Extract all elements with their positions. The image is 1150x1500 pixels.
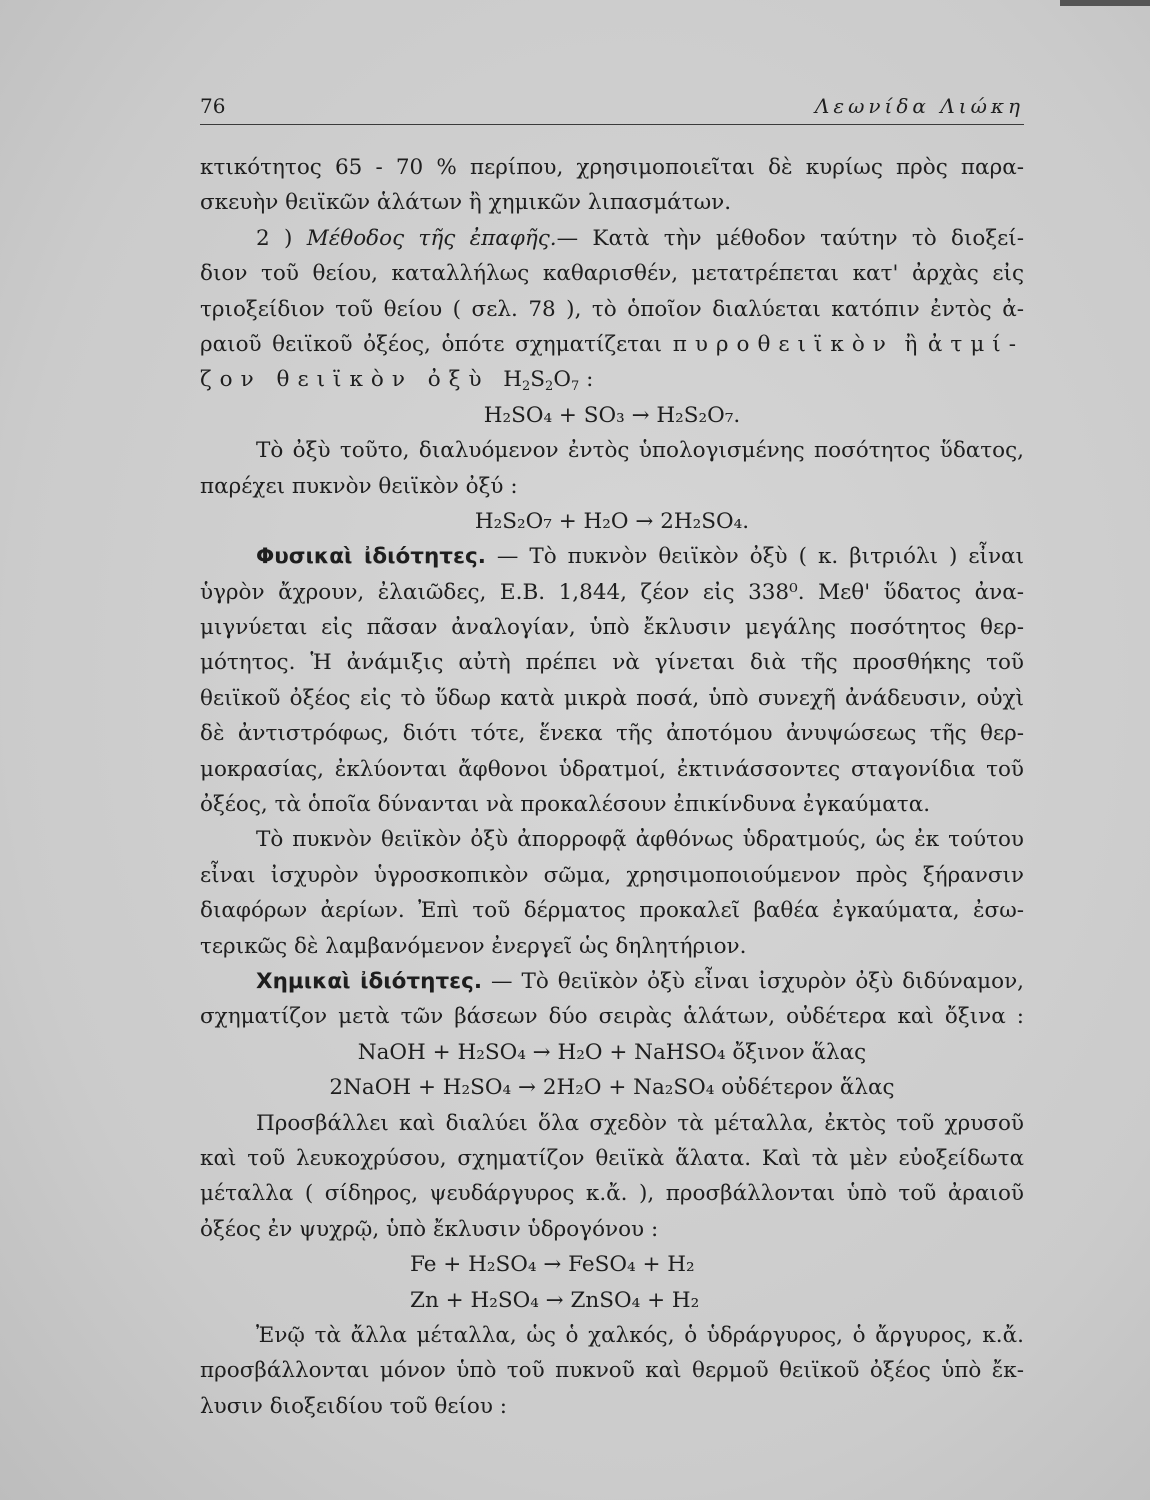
header-rule bbox=[200, 124, 1024, 125]
text-line: μέταλλα ( σίδηρος, ψευδάργυρος κ.ἄ. ), προσβάλλονται ὑπὸ τοῦ ἀραιοῦ bbox=[200, 1181, 1024, 1207]
text-line: κτικότητος 65 - 70 % περίπου, χρησιμοποιεῖται δὲ κυρίως πρὸς παρα- bbox=[200, 155, 1024, 180]
formula: $H_2S_2O_7$ : bbox=[503, 367, 594, 395]
text-span: — Τὸ θειϊκὸν ὀξὺ εἶναι ἰσχυρὸν ὀξὺ διδύναμον, bbox=[482, 968, 1024, 994]
equation: H₂S₂O₇ + H₂O → 2H₂SO₄. bbox=[474, 508, 750, 534]
equation: NaOH + H₂SO₄ → H₂O + NaHSO₄ ὄξινον ἅλας bbox=[357, 1039, 867, 1065]
text-span: — Κατὰ τὴν μέθοδον ταύτην τὸ διοξεί- bbox=[556, 225, 1024, 251]
scan-edge-band bbox=[1060, 0, 1150, 6]
text-line: ὀξέος ἐν ψυχρῷ, ὑπὸ ἔκλυσιν ὑδρογόνου : bbox=[200, 1216, 659, 1242]
page-header bbox=[200, 90, 1024, 126]
spaced-term: πυροθειϊκὸν bbox=[672, 331, 894, 357]
text-line: ὀξέος, τὰ ὁποῖα δύνανται νὰ προκαλέσουν ἐπικίνδυνα ἐγκαύματα. bbox=[200, 792, 931, 818]
text-line: ὑγρὸν ἄχρουν, ἐλαιῶδες, Ε.Β. 1,844, ζέον εἰς 338⁰. Μεθ' ὕδατος ἀνα- bbox=[200, 579, 1024, 605]
text-line bbox=[200, 964, 1024, 999]
text-line: Προσβάλλει καὶ διαλύει ὅλα σχεδὸν τὰ μέταλλα, ἐκτὸς τοῦ χρυσοῦ bbox=[256, 1110, 1024, 1136]
text-line: μότητος. Ἡ ἀνάμιξις αὐτὴ πρέπει νὰ γίνεται διὰ τῆς προσθήκης τοῦ bbox=[200, 650, 1024, 676]
text-line: προσβάλλονται μόνον ὑπὸ τοῦ πυκνοῦ καὶ θερμοῦ θειϊκοῦ ὀξέος ὑπὸ ἔκ- bbox=[200, 1358, 1024, 1384]
running-head: Λεωνίδα Λιώκη bbox=[814, 94, 1024, 118]
text-line: θειϊκοῦ ὀξέος εἰς τὸ ὕδωρ κατὰ μικρὰ ποσά, ὑπὸ συνεχῆ ἀνάδευσιν, οὐχὶ bbox=[200, 685, 1024, 711]
spaced-term: ἀτμί- bbox=[927, 331, 1024, 357]
text-line bbox=[200, 327, 1024, 362]
text-line: Τὸ ὀξὺ τοῦτο, διαλυόμενον ἐντὸς ὑπολογισμένης ποσότητος ὕδατος, bbox=[256, 438, 1024, 464]
page-body bbox=[200, 150, 1024, 1424]
text-line: Ἐνῷ τὰ ἄλλα μέταλλα, ὡς ὁ χαλκός, ὁ ὑδράργυρος, ὁ ἄργυρος, κ.ἄ. bbox=[256, 1322, 1024, 1348]
text-line: μοκρασίας, ἐκλύονται ἄφθονοι ὑδρατμοί, ἐκτινάσσοντες σταγονίδια τοῦ bbox=[200, 756, 1024, 782]
section-heading: Φυσικαὶ ἰδιότητες. bbox=[256, 544, 486, 570]
text-span: — Τὸ πυκνὸν θειϊκὸν ὀξὺ ( κ. βιτριόλι ) εἶναι bbox=[485, 544, 1024, 570]
text-line: καὶ τοῦ λευκοχρύσου, σχηματίζον θειϊκὰ ἅλατα. Καὶ τὰ μὲν εὐοξείδωτα bbox=[200, 1145, 1024, 1171]
section-number: 2 ) bbox=[256, 225, 307, 251]
text-line: σχηματίζον μετὰ τῶν βάσεων δύο σειρὰς ἁλάτων, οὐδέτερα καὶ ὄξινα : bbox=[200, 1004, 1024, 1030]
text-line: τριοξείδιον τοῦ θείου ( σελ. 78 ), τὸ ὁποῖον διαλύεται κατόπιν ἐντὸς ἀ- bbox=[200, 296, 1024, 322]
text-line: Τὸ πυκνὸν θειϊκὸν ὀξὺ ἀπορροφᾷ ἀφθόνως ὑδρατμούς, ὡς ἐκ τούτου bbox=[256, 827, 1024, 853]
text-line: διον τοῦ θείου, καταλλήλως καθαρισθέν, μετατρέπεται κατ' ἀρχὰς εἰς bbox=[200, 261, 1024, 287]
text-line: λυσιν διοξειδίου τοῦ θείου : bbox=[200, 1393, 508, 1419]
text-line: δὲ ἀντιστρόφως, διότι τότε, ἕνεκα τῆς ἀποτόμου ἀνυψώσεως τῆς θερ- bbox=[200, 721, 1024, 747]
text-span: ραιοῦ θειϊκοῦ ὀξέος, ὁπότε σχηματίζεται bbox=[200, 331, 673, 357]
spaced-term: ζον θειϊκὸν ὀξὺ bbox=[200, 367, 490, 393]
section-heading: Χημικαὶ ἰδιότητες. bbox=[256, 968, 483, 994]
text-line bbox=[200, 221, 1024, 256]
text-line: διαφόρων ἀερίων. Ἐπὶ τοῦ δέρματος προκαλεῖ βαθέα ἐγκαύματα, ἐσω- bbox=[200, 898, 1024, 924]
text-line: σκευὴν θειϊκῶν ἁλάτων ἢ χημικῶν λιπασμάτων. bbox=[200, 190, 732, 216]
equation: H₂SO₄ + SO₃ → H₂S₂O₇. bbox=[483, 402, 741, 428]
text-line bbox=[200, 539, 1024, 574]
section-title: Μέθοδος τῆς ἐπαφῆς. bbox=[306, 225, 557, 251]
text-line bbox=[200, 362, 1024, 397]
equation: Fe + H₂SO₄ → FeSO₄ + H₂ bbox=[410, 1252, 695, 1278]
page-number: 76 bbox=[200, 94, 226, 118]
text-span: ἢ bbox=[893, 331, 928, 357]
text-line: μιγνύεται εἰς πᾶσαν ἀναλογίαν, ὑπὸ ἔκλυσιν μεγάλης ποσότητος θερ- bbox=[200, 615, 1024, 641]
text-line: τερικῶς δὲ λαμβανόμενον ἐνεργεῖ ὡς δηλητήριον. bbox=[200, 933, 747, 959]
text-line: παρέχει πυκνὸν θειϊκὸν ὀξύ : bbox=[200, 473, 518, 499]
equation: 2NaOH + H₂SO₄ → 2H₂O + Na₂SO₄ οὐδέτερον ἅλας bbox=[329, 1075, 895, 1101]
text-line: εἶναι ἰσχυρὸν ὑγροσκοπικὸν σῶμα, χρησιμοποιούμενον πρὸς ξήρανσιν bbox=[200, 862, 1024, 888]
equation: Zn + H₂SO₄ → ZnSO₄ + H₂ bbox=[410, 1287, 700, 1313]
